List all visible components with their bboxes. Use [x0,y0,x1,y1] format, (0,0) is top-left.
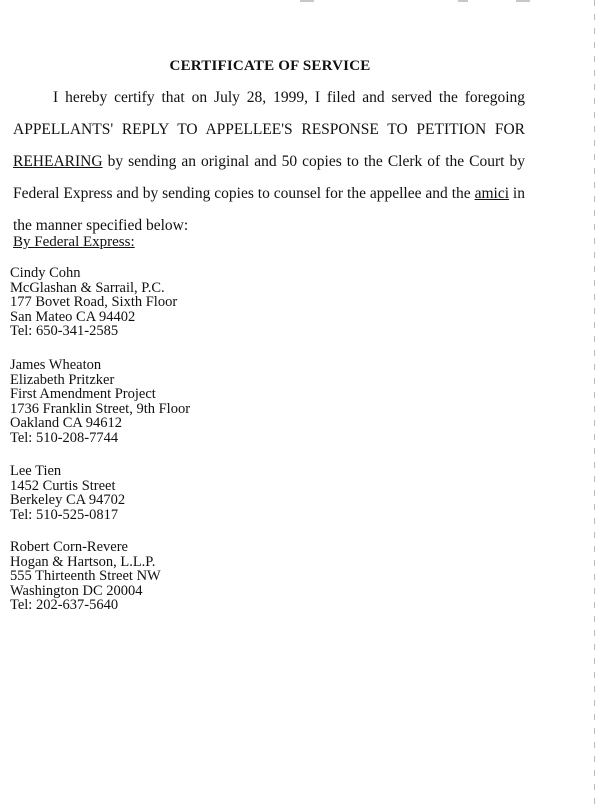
recipient-firm: McGlashan & Sarrail, P.C. [10,279,165,296]
amici-underlined: amici [474,185,510,202]
paragraph-line-4-start: Federal Express and by sending copies to counsel for the appellee and the [13,185,475,202]
recipient-name: Robert Corn-Revere [10,539,128,555]
paragraph-line-5: the manner specified below: [13,217,189,234]
recipient-block [10,266,177,339]
recipient-phone: Tel: 650-341-2585 [10,323,119,340]
recipient-street: 1736 Franklin Street, 9th Floor [10,400,191,417]
recipient-organization: First Amendment Project [10,386,156,403]
recipient-block [10,358,190,446]
recipient-name: Lee Tien [10,463,62,479]
paragraph-line-3 [13,146,525,178]
recipient-name-2: Elizabeth Pritzker [10,371,115,388]
recipient-phone: Tel: 510-525-0817 [10,506,119,523]
recipient-firm: Hogan & Hartson, L.L.P. [10,553,156,570]
paragraph-line-4 [13,178,525,210]
paragraph-line-1: I hereby certify that on July 28, 1999, I filed and served the foregoing [53,89,525,106]
recipient-phone: Tel: 202-637-5640 [10,597,119,614]
recipient-phone: Tel: 510-208-7744 [10,429,119,446]
paragraph-line-3-rest: by sending an original and 50 copies to the Clerk of the Court by [102,153,525,170]
recipient-street: 555 Thirteenth Street NW [10,568,161,585]
recipient-city: Washington DC 20004 [10,582,143,599]
recipient-city: Berkeley CA 94702 [10,492,126,509]
recipient-name: James Wheaton [10,357,102,373]
recipient-block [10,464,125,522]
recipient-block [10,540,161,613]
rehearing-underlined: REHEARING [13,153,103,170]
certification-paragraph [13,82,525,242]
paragraph-line-2: APPELLANTS' REPLY TO APPELLEE'S RESPONSE TO PETITION FOR [13,121,525,138]
recipient-street: 177 Bovet Road, Sixth Floor [10,294,178,311]
scan-artifacts-top [0,0,600,6]
recipient-street: 1452 Curtis Street [10,477,116,494]
recipient-name: Cindy Cohn [10,265,81,281]
recipient-city: San Mateo CA 94402 [10,308,136,325]
paragraph-line-4-end: in [509,185,525,202]
recipient-city: Oakland CA 94612 [10,415,122,432]
service-method-heading: By Federal Express: [13,234,135,250]
scan-edge-line [594,0,595,808]
document-title: CERTIFICATE OF SERVICE [169,58,371,74]
